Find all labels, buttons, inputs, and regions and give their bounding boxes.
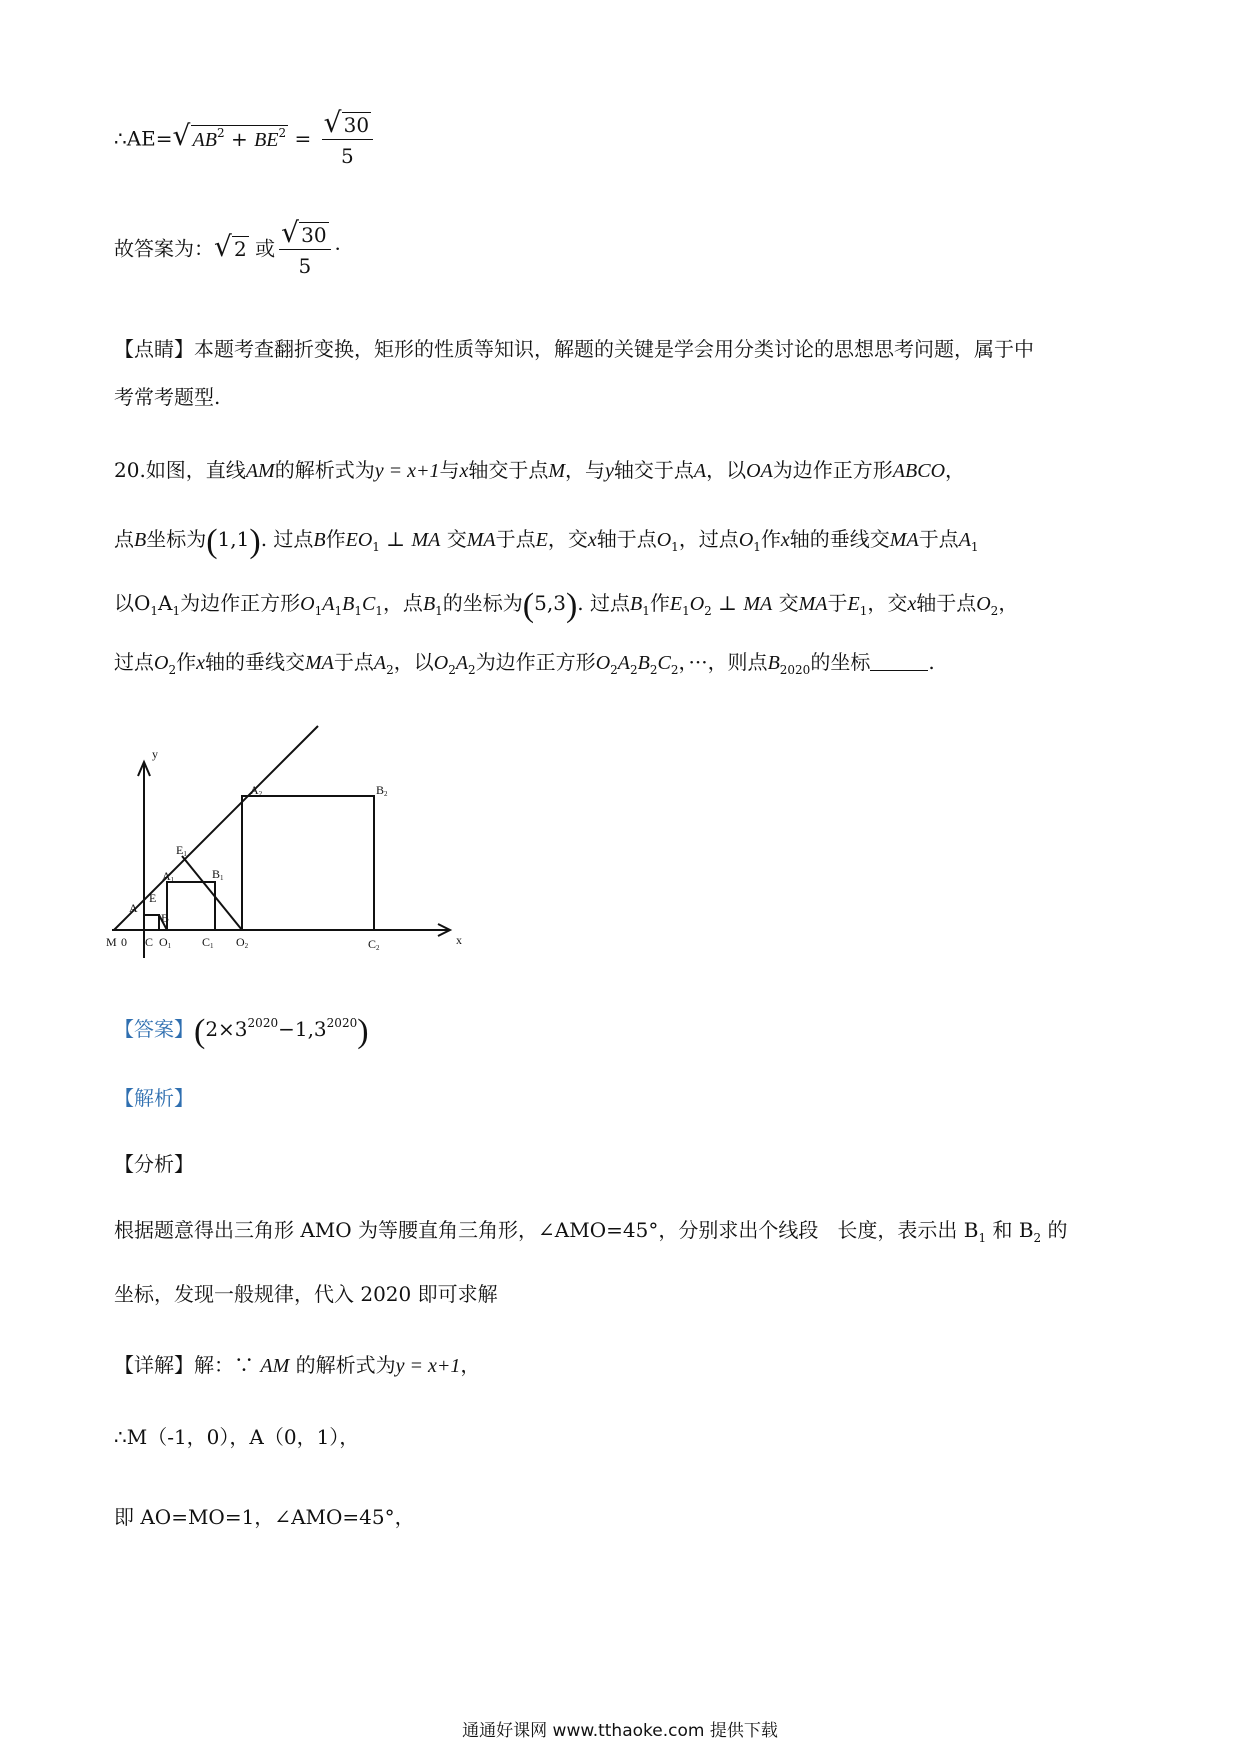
p-sub: 1 [375, 604, 383, 618]
fenxi-sub: 2 [1033, 1231, 1042, 1245]
label-c1 [202, 935, 214, 950]
p-equation: y = x+1 [374, 460, 440, 482]
perp-symbol: ⊥ [718, 591, 737, 615]
p-var: x [196, 652, 205, 674]
p-var: A [958, 529, 971, 551]
problem-line-4 [114, 650, 935, 677]
paren-right: ) [249, 523, 261, 560]
exp-ab: 2 [216, 125, 225, 140]
p-text: 坐标为 [146, 527, 207, 551]
answer-line [114, 1012, 369, 1053]
square-abco [144, 915, 159, 930]
label-y: y [152, 747, 158, 761]
p-text: 为边作正方形 [475, 650, 596, 674]
frac-den: 5 [341, 144, 354, 168]
p-text: 作 [649, 591, 670, 615]
p-sub: 1 [671, 540, 679, 554]
comment-line-1: 【点睛】本题考查翻折变换，矩形的性质等知识，解题的关键是学会用分类讨论的思想思考问题，属于中 [114, 337, 1034, 361]
square-o2a2b2c2 [242, 796, 374, 930]
p-text: ，点 [382, 591, 423, 615]
p-var: O [976, 593, 991, 615]
p-var: C [657, 652, 671, 674]
analysis-tag: 【解析】 [114, 1086, 194, 1110]
p-var: O [738, 529, 754, 551]
answer-prefix: 故答案为： [114, 236, 214, 261]
p-var: A [617, 652, 630, 674]
ab-text: AB [192, 128, 217, 151]
p-sub: 2 [990, 604, 999, 618]
p-sub: 1 [682, 604, 690, 618]
p-sub: 1 [435, 604, 443, 618]
c2-main: C [368, 937, 377, 951]
step-1: ∴M（-1，0），A（0，1）， [114, 1425, 360, 1449]
p-var: E [669, 593, 683, 615]
fenxi-line-1 [114, 1218, 1068, 1245]
p-var: x [587, 529, 597, 551]
p-var: MA [743, 593, 773, 615]
fenxi-text: 的 [1047, 1218, 1068, 1242]
or-text: 或 [255, 236, 276, 261]
p-sub: 1 [859, 604, 868, 618]
frac2-num: 30 [301, 223, 327, 247]
p-var: B [313, 529, 326, 551]
p-text: ，交 [867, 591, 908, 615]
p-var: E [847, 593, 860, 615]
p-sub: 1 [172, 604, 181, 618]
p-var: B [342, 593, 355, 615]
problem-line-3 [114, 586, 1018, 627]
paren-left: ( [206, 523, 218, 560]
p-sub: 1 [753, 540, 761, 554]
p-text: ，以 [393, 650, 434, 674]
label-a: A [129, 901, 138, 915]
p-text: 轴于点 [596, 527, 657, 551]
frac-num: 30 [343, 113, 370, 137]
p-var: O [595, 652, 611, 674]
detail-text: 的解析式为 [295, 1353, 396, 1377]
period-dot: · [334, 236, 341, 261]
p-var: x [780, 529, 790, 551]
p-text: 的坐标为 [442, 591, 523, 615]
fraction-sqrt30-5 [322, 112, 373, 168]
p-text: 作 [176, 650, 197, 674]
e1-sub: 1 [183, 850, 187, 858]
e1-main: E [176, 843, 184, 857]
problem-number: 20. [114, 458, 146, 482]
p-var: MA [466, 529, 496, 551]
p-sub: 1 [334, 604, 343, 618]
p-text: 与 [439, 458, 460, 482]
p-text: 于点 [918, 527, 959, 551]
c1-main: C [202, 935, 211, 949]
answer-mid: −1,3 [278, 1017, 327, 1041]
fraction-sqrt30-5b [279, 222, 330, 278]
paren-left: ( [194, 1013, 206, 1050]
fenxi-line-2: 坐标，发现一般规律，代入 2020 即可求解 [114, 1282, 498, 1306]
p-var: B [637, 652, 650, 674]
p-text: 轴的垂线交 [789, 527, 890, 551]
p-var: O [689, 593, 705, 615]
p-sub: 2 [649, 663, 658, 677]
fenxi-text: 长度，表示出 B [837, 1218, 979, 1242]
p-sub: 2 [386, 663, 394, 677]
fenxi-text: 和 B [992, 1218, 1034, 1242]
p-var: B [629, 593, 643, 615]
p-var: OA [746, 460, 773, 482]
paren-left: ( [522, 587, 535, 624]
p-var: MA [411, 529, 441, 551]
p-sub: 2 [168, 663, 177, 677]
p-var: AM [245, 460, 275, 482]
p-text: 的解析式为 [274, 458, 375, 482]
label-m: M [106, 935, 117, 949]
p-var: O [154, 652, 169, 674]
footer: 通通好课网 www.tthaoke.com 提供下载 [462, 1721, 778, 1741]
p-text: ，与 [565, 458, 606, 482]
p-var: ABCO [892, 460, 946, 482]
b2-main: B [376, 783, 385, 797]
p-text: . 过点 [577, 591, 630, 615]
p-text: 为边作正方形 [772, 458, 893, 482]
geometry-figure [106, 726, 472, 956]
b1-sub: 1 [220, 874, 224, 882]
label-o2 [236, 935, 249, 950]
label-x: x [456, 933, 462, 947]
p-var: x [907, 593, 917, 615]
p-var: B [134, 529, 147, 551]
label-e1 [176, 843, 187, 858]
p-sub: 1 [970, 540, 979, 554]
p-text: ，则点 [707, 650, 768, 674]
a2-main: A [250, 783, 259, 797]
label-b1 [212, 867, 224, 882]
detail-line [114, 1353, 480, 1378]
p-var: B [767, 652, 780, 674]
p-sub: 2 [448, 663, 456, 677]
p-sub: 2 [468, 663, 476, 677]
p-sub: 2 [670, 663, 679, 677]
label-e: E [149, 891, 157, 905]
answer-blank [870, 670, 928, 671]
p-text: 的坐标 [810, 650, 871, 674]
c1-sub: 1 [210, 942, 214, 950]
p-var: O [300, 593, 315, 615]
ellipsis: ··· [688, 650, 708, 674]
p-text: 轴于点 [916, 591, 977, 615]
label-c2 [368, 937, 380, 952]
sqrt-2 [214, 236, 249, 261]
paren-right: ) [565, 587, 578, 624]
p-sub: 1 [354, 604, 362, 618]
p-sub: 2 [630, 663, 638, 677]
fenxi-text: 根据题意得出三角形 AMO 为等腰直角三角形，∠AMO=45°，分别求出个线段 [114, 1218, 819, 1242]
p-sub: 2 [610, 663, 618, 677]
fenxi-sub: 1 [978, 1231, 987, 1245]
p-text: ， [945, 458, 966, 482]
p-var: C [361, 593, 376, 615]
p-var: O [656, 529, 672, 551]
frac2-den: 5 [298, 254, 312, 278]
p-var: MA [798, 593, 828, 615]
a1-sub: 1 [170, 876, 175, 884]
ae-formula [114, 112, 377, 168]
p-text: ，以 [706, 458, 747, 482]
label-o: 0 [121, 935, 127, 949]
p-var: A [455, 652, 469, 674]
p-var: A [322, 593, 335, 615]
problem-line-2 [114, 522, 979, 563]
p-var: MA [304, 652, 334, 674]
p-var: B [422, 593, 436, 615]
p-var: O [433, 652, 449, 674]
p-text: 于点 [495, 527, 536, 551]
p-text: 如图，直线 [145, 458, 246, 482]
be-text: BE [254, 128, 279, 151]
answer-exp-2: 2020 [326, 1016, 358, 1030]
p-text: 轴交于点 [468, 458, 549, 482]
plus-sign: + [230, 126, 248, 151]
p-sub: 1 [314, 604, 323, 618]
p-text: 过点 [114, 650, 154, 674]
detail-eq: y = x+1 [395, 1355, 461, 1377]
b2-sub: 2 [384, 790, 388, 798]
label-o1 [159, 935, 172, 950]
detail-var: AM [260, 1355, 290, 1377]
answer-exp: 2020 [247, 1016, 279, 1030]
answer-tag: 【答案】 [114, 1017, 194, 1041]
p-var: A [373, 652, 387, 674]
p-text: 作 [325, 527, 346, 551]
answer-summary [114, 222, 341, 278]
p-text: . [928, 650, 935, 674]
p-var: M [548, 460, 566, 482]
problem-line-1 [114, 458, 965, 483]
o1-sub: 1 [167, 942, 172, 950]
coord-b: 1,1 [217, 527, 250, 551]
p-text: 交 [446, 527, 467, 551]
o2-main: O [236, 935, 245, 949]
p-sub: 1 [372, 540, 380, 554]
p-text: 轴交于点 [613, 458, 694, 482]
p-text: 点 [114, 527, 134, 551]
p-var: EO [345, 529, 373, 551]
a1-main: A [162, 869, 171, 883]
exp-be: 2 [278, 125, 287, 140]
p-text: 于点 [333, 650, 374, 674]
p-var: E [535, 529, 548, 551]
equals-sign: = [294, 126, 312, 151]
p-text: A [158, 591, 173, 615]
comment-line-2: 考常考题型. [114, 385, 221, 409]
p-text: ， [678, 650, 689, 674]
sqrt-ab-be [173, 125, 289, 152]
paren-right: ) [357, 1013, 369, 1050]
p-sub: 1 [150, 604, 159, 618]
p-text: ，过点 [678, 527, 739, 551]
p-var: y [605, 460, 614, 482]
c2-sub: 2 [376, 944, 380, 952]
coord-b1: 5,3 [534, 591, 566, 615]
p-var: MA [889, 529, 919, 551]
p-text: 交 [778, 591, 799, 615]
step-2: 即 AO=MO=1，∠AMO=45°， [114, 1505, 415, 1529]
p-text: ，交 [547, 527, 588, 551]
p-text: 以O [114, 591, 151, 615]
answer-base: 2×3 [205, 1017, 248, 1041]
p-text: . 过点 [260, 527, 314, 551]
o2-sub: 2 [244, 942, 249, 950]
b1-main: B [212, 867, 221, 881]
sqrt2-radicand: 2 [234, 236, 247, 261]
p-text: 轴的垂线交 [204, 650, 305, 674]
perp-symbol: ⊥ [386, 527, 406, 551]
p-text: 作 [760, 527, 781, 551]
p-sub: 2 [704, 604, 712, 618]
ae-prefix: ∴AE= [114, 126, 173, 151]
fenxi-tag: 【分析】 [114, 1152, 194, 1176]
p-sub: 2020 [779, 663, 811, 677]
label-b2 [376, 783, 388, 798]
p-var: x [459, 460, 469, 482]
o1-main: O [159, 935, 168, 949]
label-a2 [250, 783, 263, 798]
p-text: ， [998, 591, 1019, 615]
p-sub: 1 [642, 604, 650, 618]
p-text: 为边作正方形 [180, 591, 301, 615]
a2-sub: 2 [258, 790, 263, 798]
label-c: C [145, 935, 154, 949]
detail-text: ， [460, 1353, 481, 1377]
p-var: A [693, 460, 707, 482]
detail-tag: 【详解】解：∵ [114, 1353, 254, 1377]
label-b: B [161, 911, 170, 925]
p-text: 于 [827, 591, 848, 615]
